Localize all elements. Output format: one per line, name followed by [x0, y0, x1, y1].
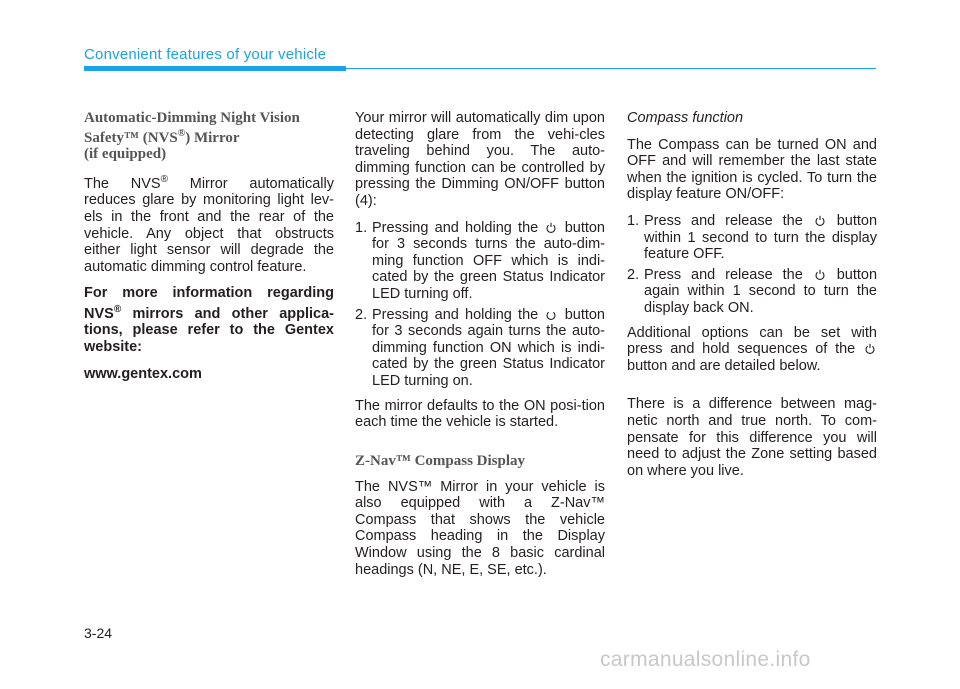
- step-number: 1.: [355, 219, 368, 236]
- step-text: Press and release the: [644, 212, 803, 229]
- watermark: carmanualsonline.info: [600, 648, 811, 671]
- section-heading-nvs-mirror: [84, 110, 334, 162]
- step-number: 2.: [627, 266, 640, 283]
- power-icon: [546, 222, 556, 233]
- step-number: 2.: [355, 306, 368, 323]
- step-text: button within 1 second to turn the display feature OFF.: [644, 212, 878, 263]
- heading-line-2b: ) Mirror: [185, 130, 240, 146]
- paragraph-nvs-intro: [84, 172, 334, 275]
- step-text: Press and release the: [644, 266, 803, 283]
- power-icon: [815, 215, 825, 226]
- step-number: 1.: [627, 212, 640, 229]
- text-span: For more information regarding NVS: [84, 285, 334, 322]
- section-heading-compass: Z-Nav™ Compass Display: [355, 452, 526, 469]
- page-number: 3-24: [84, 625, 113, 641]
- heading-line-3: (if equipped): [84, 146, 167, 162]
- paragraph-additional-options: [627, 325, 877, 375]
- heading-line-1: Automatic-Dimming Night Vision: [84, 110, 300, 126]
- paragraph-compass-intro: The NVS™ Mirror in your vehicle is also equipped with a Z-Nav™ Compass that shows the vehicle Compass heading in the Display Window using the 8 basic cardinal headings (N, NE, E, SE, etc.).: [355, 478, 605, 578]
- power-icon: [546, 309, 556, 320]
- column-middle: [355, 110, 605, 588]
- step-2-dimming-on: [355, 307, 605, 390]
- paragraph-compass-toggle: The Compass can be turned ON and OFF and will remember the last state when the ignition is cycled. To turn the display feature ON/OFF:: [627, 136, 877, 203]
- registered-mark: ®: [177, 128, 186, 139]
- step-text: Pressing and holding the: [372, 306, 539, 323]
- step-text: button for 3 seconds turns the auto-dim-ming function OFF which is indi-cated by the green Status Indicator LED turning off.: [372, 219, 606, 302]
- registered-mark: ®: [113, 303, 122, 315]
- paragraph-magnetic-north: There is a difference between mag-netic north and true north. To com-pensate for this difference you will need to adjust the Zone setting based on where you live.: [627, 396, 877, 479]
- step-text: button again within 1 second to turn the display back ON.: [644, 266, 878, 316]
- text-span: mirrors and other applica-tions, please refer to the Gentex website:: [84, 305, 334, 355]
- column-left: [84, 110, 334, 392]
- step-text: Pressing and holding the: [372, 219, 539, 236]
- header-title: Convenient features of your vehicle: [84, 46, 327, 63]
- heading-line-2a: Safety™ (NVS: [84, 130, 178, 146]
- header-rule: [346, 68, 876, 69]
- step-2-display-on: [627, 267, 877, 317]
- text-span: Additional options can be set with press and hold sequences of the: [627, 324, 877, 358]
- paragraph-more-info: [84, 285, 334, 355]
- text-span: button and are detailed below.: [627, 357, 821, 374]
- subheading-compass-function: Compass function: [627, 110, 744, 126]
- header-bar: [84, 66, 346, 71]
- step-1-dimming-off: [355, 220, 605, 303]
- step-1-display-off: [627, 213, 877, 263]
- paragraph-defaults: The mirror defaults to the ON posi-tion each time the vehicle is started.: [355, 397, 605, 431]
- text-span: The NVS: [84, 175, 161, 192]
- step-text: button for 3 seconds again turns the auto-dimming function ON which is indi-cated by the green Status Indicator LED turning on.: [372, 306, 606, 389]
- registered-mark: ®: [160, 174, 168, 185]
- column-right: [627, 110, 877, 489]
- text-span: Mirror automatically reduces glare by monitoring light lev-els in the front and the rear of the vehicle. Any object that obstructs either light sensor will degrade the automatic dimming control feature.: [84, 175, 334, 275]
- gentex-url[interactable]: www.gentex.com: [84, 365, 202, 382]
- power-icon: [865, 343, 875, 354]
- power-icon: [815, 269, 825, 280]
- paragraph-dimming-intro: Your mirror will automatically dim upon detecting glare from the vehi-cles traveling behind you. The auto-dimming function can be controlled by pressing the Dimming ON/OFF button (4):: [355, 110, 605, 209]
